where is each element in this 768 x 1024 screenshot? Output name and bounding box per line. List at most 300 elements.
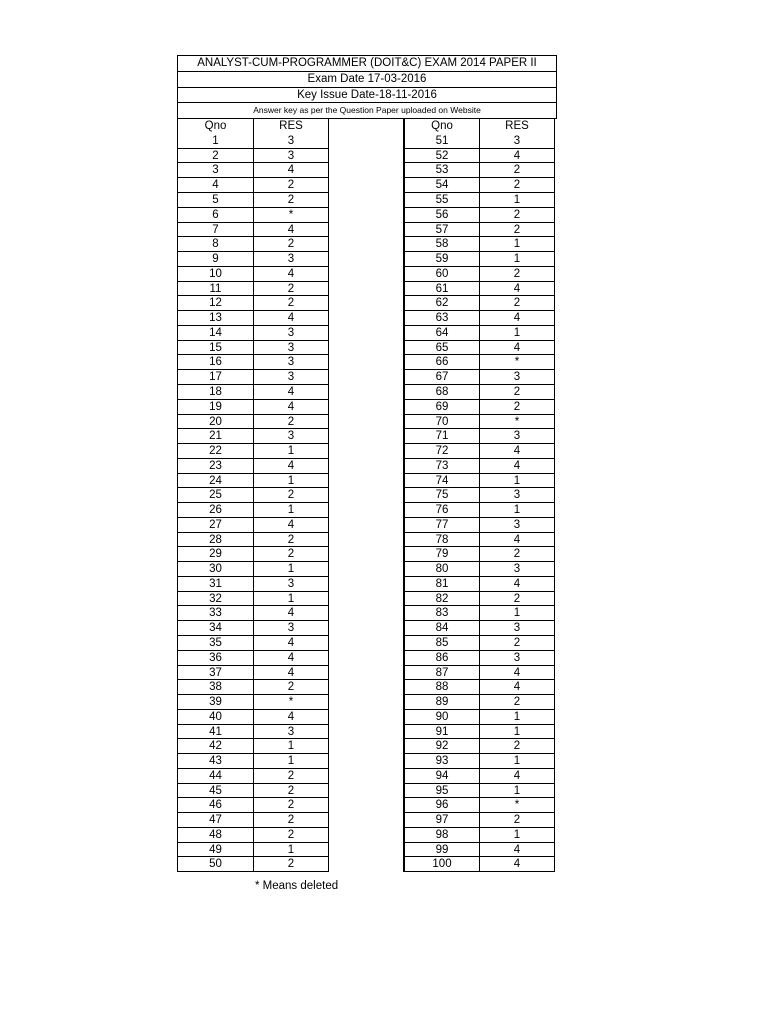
answer-response: 2	[253, 533, 329, 548]
table-row	[403, 237, 555, 252]
table-row	[403, 474, 555, 489]
answer-response: 3	[479, 370, 555, 385]
table-row	[403, 311, 555, 326]
table-row	[403, 725, 555, 740]
question-number: 58	[403, 237, 479, 252]
answer-response: 4	[479, 149, 555, 164]
table-row	[177, 621, 329, 636]
question-number: 41	[177, 725, 253, 740]
question-number: 54	[403, 178, 479, 193]
table-row	[403, 355, 555, 370]
table-row	[177, 459, 329, 474]
answer-response: 4	[479, 857, 555, 872]
question-number: 90	[403, 710, 479, 725]
answer-response: 2	[479, 739, 555, 754]
answer-response: 3	[253, 355, 329, 370]
table-header-row	[403, 119, 555, 134]
question-number: 38	[177, 680, 253, 695]
question-number: 48	[177, 828, 253, 843]
table-row	[177, 739, 329, 754]
table-row	[403, 326, 555, 341]
answer-response: 2	[253, 193, 329, 208]
answer-table-right	[403, 119, 555, 872]
question-number: 99	[403, 843, 479, 858]
question-number: 77	[403, 518, 479, 533]
answer-response: 3	[479, 134, 555, 149]
question-number: 60	[403, 267, 479, 282]
question-number: 81	[403, 577, 479, 592]
question-number: 15	[177, 341, 253, 356]
answer-response: 1	[479, 725, 555, 740]
question-number: 49	[177, 843, 253, 858]
answer-key-sheet	[177, 55, 557, 871]
table-row	[177, 208, 329, 223]
table-row	[403, 843, 555, 858]
question-number: 65	[403, 341, 479, 356]
table-row	[177, 503, 329, 518]
answer-response: 4	[253, 666, 329, 681]
table-row	[177, 252, 329, 267]
answer-response: *	[479, 355, 555, 370]
answer-response: 2	[253, 798, 329, 813]
question-number: 96	[403, 798, 479, 813]
table-row	[177, 592, 329, 607]
question-number: 30	[177, 562, 253, 577]
answer-response: 3	[479, 518, 555, 533]
answer-response: 2	[479, 178, 555, 193]
question-number: 80	[403, 562, 479, 577]
answer-response: 4	[253, 400, 329, 415]
question-number: 78	[403, 533, 479, 548]
table-row	[403, 680, 555, 695]
table-row	[403, 400, 555, 415]
question-number: 66	[403, 355, 479, 370]
question-number: 98	[403, 828, 479, 843]
question-number: 67	[403, 370, 479, 385]
answer-response: 3	[253, 252, 329, 267]
question-number: 1	[177, 134, 253, 149]
table-row	[177, 843, 329, 858]
question-number: 89	[403, 695, 479, 710]
answer-response: 3	[253, 621, 329, 636]
answer-response: 4	[253, 459, 329, 474]
question-number: 5	[177, 193, 253, 208]
answer-response: 4	[479, 459, 555, 474]
table-row	[177, 725, 329, 740]
table-row	[177, 296, 329, 311]
table-row	[177, 400, 329, 415]
question-number: 92	[403, 739, 479, 754]
answer-response: 3	[253, 134, 329, 149]
answer-response: 1	[479, 237, 555, 252]
answer-response: 4	[253, 636, 329, 651]
table-row	[403, 784, 555, 799]
table-row	[177, 754, 329, 769]
question-number: 4	[177, 178, 253, 193]
question-number: 35	[177, 636, 253, 651]
answer-response: 4	[479, 282, 555, 297]
column-header-res: RES	[479, 119, 555, 134]
table-row	[403, 252, 555, 267]
answer-response: 1	[253, 444, 329, 459]
question-number: 95	[403, 784, 479, 799]
table-row	[177, 813, 329, 828]
table-row	[403, 533, 555, 548]
question-number: 73	[403, 459, 479, 474]
answer-response: 2	[479, 296, 555, 311]
answer-response: 4	[253, 651, 329, 666]
table-row	[403, 444, 555, 459]
question-number: 50	[177, 857, 253, 872]
question-number: 43	[177, 754, 253, 769]
question-number: 100	[403, 857, 479, 872]
table-row	[177, 163, 329, 178]
answer-response: 1	[479, 710, 555, 725]
table-row	[403, 813, 555, 828]
table-row	[177, 710, 329, 725]
answer-response: 3	[479, 651, 555, 666]
question-number: 64	[403, 326, 479, 341]
answer-response: 2	[253, 282, 329, 297]
question-number: 69	[403, 400, 479, 415]
exam-date: Exam Date 17-03-2016	[177, 71, 557, 87]
question-number: 14	[177, 326, 253, 341]
answer-response: 2	[479, 400, 555, 415]
question-number: 71	[403, 429, 479, 444]
question-number: 47	[177, 813, 253, 828]
question-number: 39	[177, 695, 253, 710]
table-row	[177, 666, 329, 681]
question-number: 53	[403, 163, 479, 178]
answer-response: 2	[479, 547, 555, 562]
answer-response: 4	[253, 606, 329, 621]
answer-response: 2	[253, 415, 329, 430]
answer-response: 3	[253, 370, 329, 385]
answer-response: 1	[479, 784, 555, 799]
question-number: 25	[177, 488, 253, 503]
table-row	[403, 370, 555, 385]
question-number: 33	[177, 606, 253, 621]
table-row	[403, 857, 555, 872]
answer-response: 2	[479, 813, 555, 828]
answer-response: 1	[253, 754, 329, 769]
answer-response: 2	[253, 178, 329, 193]
table-row	[177, 415, 329, 430]
question-number: 87	[403, 666, 479, 681]
answer-response: 4	[253, 223, 329, 238]
question-number: 11	[177, 282, 253, 297]
question-number: 46	[177, 798, 253, 813]
answer-response: 2	[253, 680, 329, 695]
question-number: 28	[177, 533, 253, 548]
table-row	[177, 149, 329, 164]
question-number: 44	[177, 769, 253, 784]
table-row	[177, 341, 329, 356]
question-number: 6	[177, 208, 253, 223]
table-row	[403, 739, 555, 754]
table-row	[403, 341, 555, 356]
table-row	[403, 282, 555, 297]
table-row	[403, 163, 555, 178]
table-row	[177, 828, 329, 843]
question-number: 31	[177, 577, 253, 592]
answer-rows-left	[177, 134, 329, 872]
answer-response: 3	[253, 326, 329, 341]
table-row	[177, 444, 329, 459]
answer-response: 4	[479, 843, 555, 858]
table-row	[177, 326, 329, 341]
answer-response: 4	[479, 444, 555, 459]
table-row	[403, 149, 555, 164]
question-number: 27	[177, 518, 253, 533]
table-row	[403, 828, 555, 843]
table-row	[177, 518, 329, 533]
table-row	[177, 355, 329, 370]
table-row	[177, 533, 329, 548]
answer-response: 3	[253, 725, 329, 740]
answer-response: *	[479, 798, 555, 813]
question-number: 79	[403, 547, 479, 562]
answer-response: 4	[479, 666, 555, 681]
answer-response: 1	[479, 326, 555, 341]
table-row	[403, 296, 555, 311]
question-number: 2	[177, 149, 253, 164]
answer-response: 1	[479, 606, 555, 621]
column-header-qno: Qno	[177, 119, 253, 134]
answer-response: 3	[479, 621, 555, 636]
question-number: 19	[177, 400, 253, 415]
question-number: 24	[177, 474, 253, 489]
answer-response: 2	[253, 488, 329, 503]
question-number: 91	[403, 725, 479, 740]
table-row	[403, 415, 555, 430]
table-row	[403, 606, 555, 621]
table-row	[403, 385, 555, 400]
column-header-qno: Qno	[403, 119, 479, 134]
answer-table-left	[177, 119, 329, 872]
question-number: 51	[403, 134, 479, 149]
question-number: 56	[403, 208, 479, 223]
answer-response: 1	[253, 503, 329, 518]
question-number: 86	[403, 651, 479, 666]
table-row	[403, 488, 555, 503]
question-number: 40	[177, 710, 253, 725]
question-number: 70	[403, 415, 479, 430]
answer-response: 3	[253, 429, 329, 444]
answer-rows-right	[403, 134, 555, 872]
question-number: 20	[177, 415, 253, 430]
table-row	[403, 459, 555, 474]
table-row	[177, 429, 329, 444]
table-row	[177, 385, 329, 400]
answer-response: 1	[479, 754, 555, 769]
answer-response: 2	[479, 695, 555, 710]
question-number: 83	[403, 606, 479, 621]
table-row	[177, 695, 329, 710]
question-number: 55	[403, 193, 479, 208]
answer-response: 2	[253, 857, 329, 872]
question-number: 16	[177, 355, 253, 370]
table-row	[177, 488, 329, 503]
table-row	[177, 636, 329, 651]
question-number: 72	[403, 444, 479, 459]
table-row	[403, 798, 555, 813]
table-row	[403, 666, 555, 681]
answer-response: 4	[479, 769, 555, 784]
question-number: 34	[177, 621, 253, 636]
question-number: 62	[403, 296, 479, 311]
answer-response: 2	[253, 828, 329, 843]
table-row	[403, 193, 555, 208]
question-number: 74	[403, 474, 479, 489]
answer-response: 2	[253, 813, 329, 828]
answer-response: *	[479, 415, 555, 430]
question-number: 94	[403, 769, 479, 784]
question-number: 8	[177, 237, 253, 252]
answer-response: 1	[253, 739, 329, 754]
key-issue-date: Key Issue Date-18-11-2016	[177, 87, 557, 103]
question-number: 75	[403, 488, 479, 503]
question-number: 32	[177, 592, 253, 607]
table-row	[177, 370, 329, 385]
table-row	[403, 636, 555, 651]
answer-columns	[177, 118, 557, 871]
answer-response: 2	[479, 163, 555, 178]
answer-response: 3	[479, 429, 555, 444]
question-number: 82	[403, 592, 479, 607]
answer-response: 4	[479, 533, 555, 548]
table-row	[403, 621, 555, 636]
table-row	[403, 134, 555, 149]
table-row	[403, 577, 555, 592]
table-row	[177, 651, 329, 666]
table-row	[177, 577, 329, 592]
answer-response: 2	[253, 237, 329, 252]
answer-response: 3	[479, 562, 555, 577]
answer-response: 1	[253, 562, 329, 577]
table-row	[177, 311, 329, 326]
table-row	[177, 857, 329, 872]
table-row	[177, 134, 329, 149]
answer-response: *	[253, 208, 329, 223]
table-row	[177, 680, 329, 695]
question-number: 10	[177, 267, 253, 282]
table-row	[177, 474, 329, 489]
answer-response: 4	[253, 385, 329, 400]
question-number: 45	[177, 784, 253, 799]
table-row	[403, 267, 555, 282]
table-row	[403, 695, 555, 710]
answer-response: 2	[479, 223, 555, 238]
answer-response: 4	[479, 577, 555, 592]
question-number: 18	[177, 385, 253, 400]
table-row	[403, 208, 555, 223]
answer-response: 1	[253, 592, 329, 607]
table-row	[177, 769, 329, 784]
table-header-row	[177, 119, 329, 134]
table-row	[403, 562, 555, 577]
answer-response: 2	[253, 547, 329, 562]
answer-response: 4	[479, 341, 555, 356]
answer-response: 2	[479, 385, 555, 400]
question-number: 26	[177, 503, 253, 518]
question-number: 7	[177, 223, 253, 238]
question-number: 63	[403, 311, 479, 326]
question-number: 97	[403, 813, 479, 828]
answer-response: 1	[479, 193, 555, 208]
table-row	[177, 223, 329, 238]
table-row	[403, 503, 555, 518]
table-row	[403, 547, 555, 562]
answer-response: 4	[253, 163, 329, 178]
answer-response: *	[253, 695, 329, 710]
question-number: 57	[403, 223, 479, 238]
question-number: 17	[177, 370, 253, 385]
question-number: 42	[177, 739, 253, 754]
answer-response: 2	[479, 208, 555, 223]
question-number: 76	[403, 503, 479, 518]
answer-response: 1	[253, 474, 329, 489]
question-number: 12	[177, 296, 253, 311]
table-row	[177, 547, 329, 562]
answer-response: 2	[253, 296, 329, 311]
question-number: 61	[403, 282, 479, 297]
question-number: 36	[177, 651, 253, 666]
table-row	[177, 282, 329, 297]
table-row	[403, 518, 555, 533]
table-row	[403, 769, 555, 784]
table-row	[177, 798, 329, 813]
answer-response: 3	[253, 149, 329, 164]
question-number: 22	[177, 444, 253, 459]
table-row	[177, 193, 329, 208]
question-number: 52	[403, 149, 479, 164]
answer-response: 4	[253, 518, 329, 533]
table-row	[177, 178, 329, 193]
question-number: 23	[177, 459, 253, 474]
question-number: 85	[403, 636, 479, 651]
answer-response: 1	[479, 828, 555, 843]
question-number: 13	[177, 311, 253, 326]
answer-response: 3	[253, 577, 329, 592]
table-row	[403, 710, 555, 725]
question-number: 21	[177, 429, 253, 444]
answer-response: 1	[479, 503, 555, 518]
answer-response: 1	[253, 843, 329, 858]
answer-key-note: Answer key as per the Question Paper uploaded on Website	[177, 102, 557, 118]
answer-response: 2	[479, 592, 555, 607]
answer-response: 4	[479, 680, 555, 695]
table-row	[403, 429, 555, 444]
table-row	[403, 592, 555, 607]
question-number: 9	[177, 252, 253, 267]
answer-response: 2	[253, 784, 329, 799]
footnote: * Means deleted	[255, 880, 339, 892]
answer-response: 3	[253, 341, 329, 356]
question-number: 37	[177, 666, 253, 681]
table-row	[403, 223, 555, 238]
table-row	[177, 267, 329, 282]
column-header-res: RES	[253, 119, 329, 134]
table-row	[177, 784, 329, 799]
answer-response: 1	[479, 252, 555, 267]
table-row	[403, 178, 555, 193]
answer-response: 4	[479, 311, 555, 326]
question-number: 93	[403, 754, 479, 769]
table-row	[177, 606, 329, 621]
answer-response: 2	[253, 769, 329, 784]
table-row	[403, 754, 555, 769]
